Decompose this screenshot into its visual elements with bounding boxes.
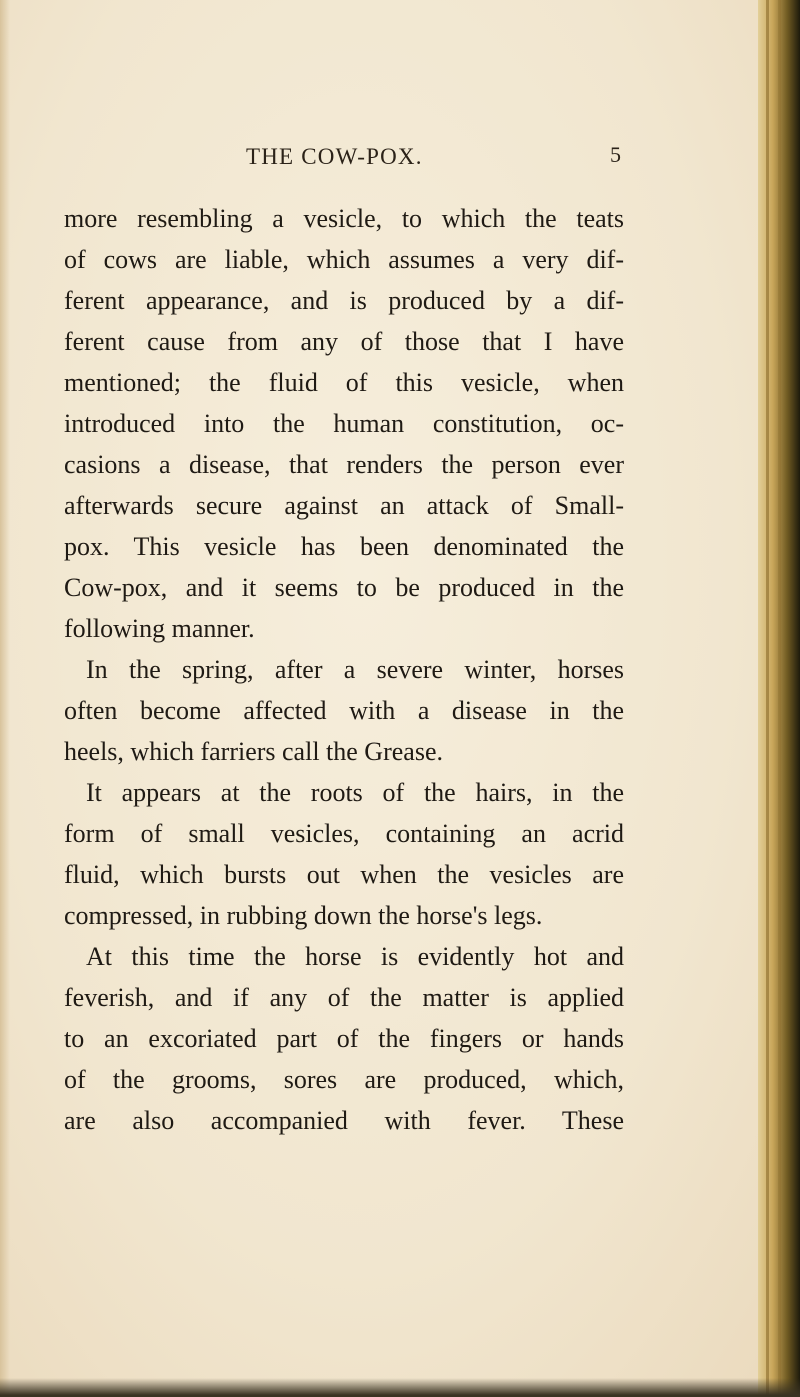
text-line: introduced into the human constitution, oc- <box>64 409 624 438</box>
text-line: Cow-pox, and it seems to be produced in the <box>64 573 624 602</box>
text-line: heels, which farriers call the Grease. <box>64 737 443 766</box>
text-line: fluid, which bursts out when the vesicles are <box>64 860 624 889</box>
text-line: ferent cause from any of those that I have <box>64 327 624 356</box>
text-line: mentioned; the fluid of this vesicle, when <box>64 368 624 397</box>
text-line: to an excoriated part of the fingers or hands <box>64 1024 624 1053</box>
text-line: feverish, and if any of the matter is applied <box>64 983 624 1012</box>
running-head: THE COW-POX. <box>246 144 423 169</box>
text-line: more resembling a vesicle, to which the teats <box>64 204 624 233</box>
text-line: following manner. <box>64 614 255 643</box>
text-line: compressed, in rubbing down the horse's legs. <box>64 901 543 930</box>
text-line: ferent appearance, and is produced by a dif- <box>64 286 624 315</box>
page-left-edge <box>0 0 10 1397</box>
page-bottom-shadow <box>0 1378 800 1397</box>
text-line: In the spring, after a severe winter, horses <box>86 655 624 684</box>
text-line: of the grooms, sores are produced, which, <box>64 1065 624 1094</box>
text-line: form of small vesicles, containing an acrid <box>64 819 624 848</box>
text-line: It appears at the roots of the hairs, in the <box>86 778 624 807</box>
text-line: afterwards secure against an attack of Small- <box>64 491 624 520</box>
text-line: At this time the horse is evidently hot and <box>86 942 624 971</box>
text-line: casions a disease, that renders the person ever <box>64 450 624 479</box>
text-line: of cows are liable, which assumes a very dif- <box>64 245 624 274</box>
book-binding-edge <box>758 0 800 1397</box>
body-text <box>64 198 624 1141</box>
text-line: pox. This vesicle has been denominated the <box>64 532 624 561</box>
page-number: 5 <box>610 142 621 167</box>
text-line: often become affected with a disease in the <box>64 696 624 725</box>
text-line: are also accompanied with fever. These <box>64 1106 624 1135</box>
